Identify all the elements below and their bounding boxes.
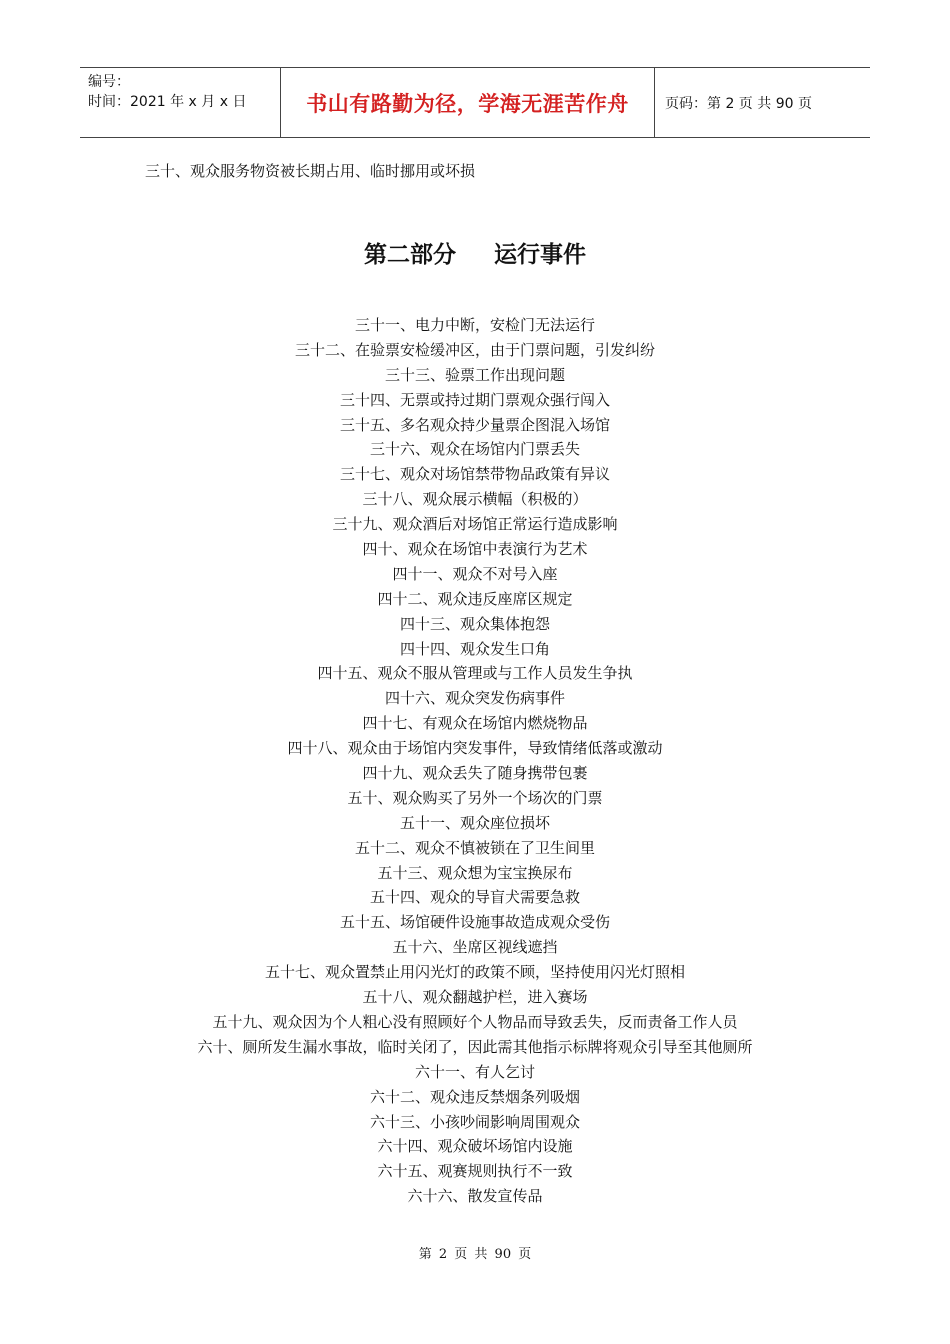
list-item: 六十六、散发宣传品 — [407, 1187, 543, 1206]
list-item: 四十七、有观众在场馆内燃烧物品 — [362, 714, 588, 733]
list-item: 六十一、有人乞讨 — [414, 1062, 535, 1081]
list-item: 五十六、坐席区视线遮挡 — [392, 938, 558, 957]
page-footer: 第 2 页 共 90 页 — [418, 1247, 532, 1262]
list-item: 四十一、观众不对号入座 — [392, 564, 558, 583]
list-item: 三十七、观众对场馆禁带物品政策有异议 — [339, 465, 610, 484]
list-item: 四十八、观众由于场馆内突发事件，导致情绪低落或激动 — [287, 739, 663, 758]
list-item: 六十、厕所发生漏水事故，临时关闭了，因此需其他指示标牌将观众引导至其他厕所 — [197, 1037, 753, 1056]
list-item: 五十一、观众座位损坏 — [399, 813, 550, 832]
header-motto: 书山有路勤为径，学海无涯苦作舟 — [281, 68, 655, 137]
list-item: 六十三、小孩吵闹影响周围观众 — [369, 1112, 580, 1131]
list-item: 五十七、观众置禁止用闪光灯的政策不顾，坚持使用闪光灯照相 — [264, 963, 685, 982]
list-item: 三十五、多名观众持少量票企图混入场馆 — [339, 415, 610, 434]
list-item: 三十四、无票或持过期门票观众强行闯入 — [339, 390, 610, 409]
list-item: 三十一、电力中断，安检门无法运行 — [354, 316, 595, 334]
header-page-info: 页码：第 2 页 共 90 页 — [665, 95, 812, 112]
list-item: 四十三、观众集体抱怨 — [399, 614, 550, 633]
list-item: 三十二、在验票安检缓冲区，由于门票问题，引发纠纷 — [294, 340, 655, 359]
section-part-label: 第二部分 — [364, 242, 456, 268]
section-title-label: 运行事件 — [494, 242, 586, 268]
list-item: 四十五、观众不服从管理或与工作人员发生争执 — [317, 664, 633, 683]
list-item: 五十八、观众翻越护栏，进入赛场 — [362, 988, 588, 1007]
list-item: 四十二、观众违反座席区规定 — [377, 589, 573, 608]
header-number-label: 编号： — [88, 74, 130, 90]
list-item: 五十、观众购买了另外一个场次的门票 — [347, 788, 603, 807]
list-item: 四十、观众在场馆中表演行为艺术 — [362, 540, 588, 559]
list-item: 四十九、观众丢失了随身携带包裹 — [362, 764, 588, 783]
list-item: 四十四、观众发生口角 — [399, 639, 550, 658]
list-item: 三十九、观众酒后对场馆正常运行造成影响 — [332, 515, 618, 534]
header-time-label: 时间：2021 年 x 月 x 日 — [88, 94, 247, 110]
list-item: 五十九、观众因为个人粗心没有照顾好个人物品而导致丢失，反而责备工作人员 — [212, 1012, 738, 1031]
list-item-thirty: 三十、观众服务物资被长期占用、临时挪用或坏损 — [145, 162, 476, 180]
list-item: 三十八、观众展示横幅（积极的） — [362, 490, 588, 509]
list-item: 四十六、观众突发伤病事件 — [384, 689, 565, 708]
list-item: 五十三、观众想为宝宝换尿布 — [377, 863, 573, 882]
list-item: 三十三、验票工作出现问题 — [384, 365, 565, 384]
event-list — [0, 313, 950, 1209]
list-item: 五十四、观众的导盲犬需要急救 — [369, 888, 580, 907]
list-item: 六十五、观赛规则执行不一致 — [377, 1162, 573, 1181]
list-item: 五十二、观众不慎被锁在了卫生间里 — [354, 838, 595, 857]
header-meta — [80, 68, 281, 137]
list-item: 六十四、观众破坏场馆内设施 — [377, 1137, 573, 1156]
list-item: 五十五、场馆硬件设施事故造成观众受伤 — [339, 913, 610, 932]
section-heading — [0, 239, 950, 271]
list-item: 三十六、观众在场馆内门票丢失 — [369, 440, 580, 459]
page-header — [80, 67, 870, 138]
list-item: 六十二、观众违反禁烟条列吸烟 — [369, 1087, 580, 1106]
